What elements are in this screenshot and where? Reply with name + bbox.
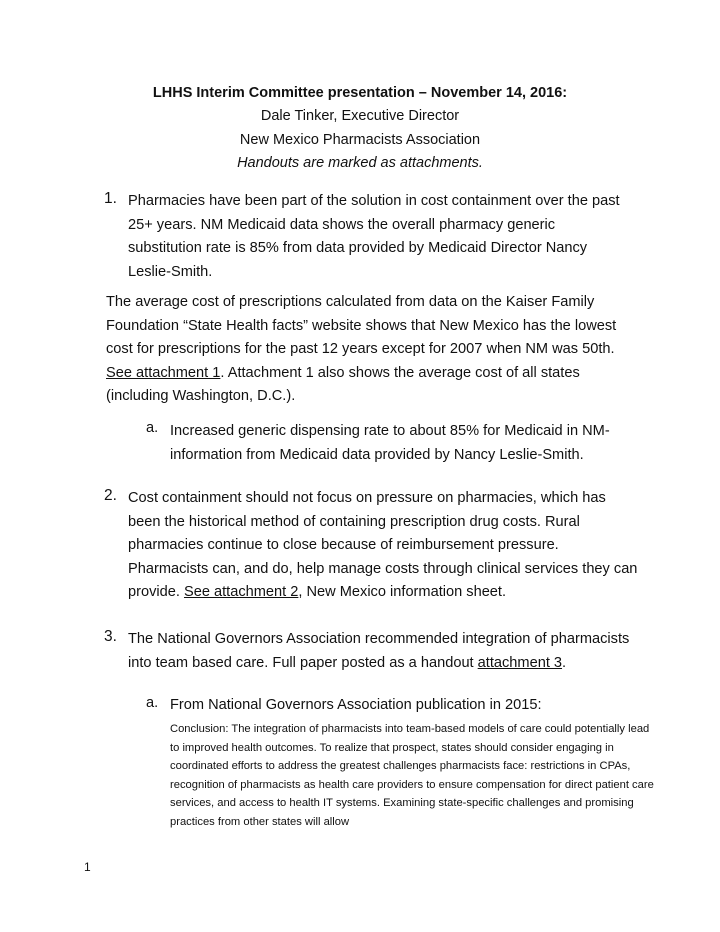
item-1-number: 1. — [104, 190, 117, 207]
item-3-number: 3. — [104, 628, 117, 645]
item-3-paragraph — [128, 628, 638, 675]
attachment-1-link[interactable]: See attachment 1 — [106, 364, 221, 381]
item-2-paragraph — [128, 487, 638, 605]
item-2-text-post: , New Mexico information sheet. — [298, 584, 507, 600]
attachment-3-link[interactable]: attachment 3 — [477, 654, 563, 671]
item-1-text: Pharmacies have been part of the solution in cost containment over the past 25+ years. NM Medicaid data shows the overall pharmacy generic substitution rate is 85% from data provided by Medicaid Director Nancy Leslie-Smith. — [128, 193, 620, 280]
document-title: LHHS Interim Committee presentation – November 14, 2016: — [152, 85, 568, 101]
presenter-name: Dale Tinker, Executive Director — [260, 108, 460, 124]
attachment-2-link[interactable]: See attachment 2 — [183, 584, 299, 600]
organization-name: New Mexico Pharmacists Association — [239, 132, 481, 148]
average-cost-text-post: . Attachment 1 also shows the average cost of all states (including Washington, D.C.). — [106, 364, 580, 404]
average-cost-text-pre: The average cost of prescriptions calculated from data on the Kaiser Family Foundation “State Health facts” website shows that New Mexico has the lowest cost for prescriptions for the past 12 years except for 2007 when NM was 50th. — [106, 294, 617, 357]
handouts-note: Handouts are marked as attachments. — [237, 155, 483, 171]
average-cost-paragraph — [106, 291, 636, 409]
item-1a-letter: a. — [146, 420, 159, 436]
item-3-text-pre: The National Governors Association recommended integration of pharmacists into team based care. Full paper posted as a handout — [128, 631, 630, 671]
item-3a-text: From National Governors Association publication in 2015: — [170, 697, 542, 713]
item-2-number: 2. — [104, 487, 117, 504]
page-number: 1 — [84, 860, 91, 874]
item-2-text-pre: Cost containment should not focus on pressure on pharmacies, which has been the historical method of containing prescription drug costs. Rural pharmacies continue to close because of reimbursement pressure. Pharmacists can, and do, help manage costs through clinical services they can provide. — [128, 490, 638, 600]
conclusion-quote: Conclusion: The integration of pharmacists into team-based models of care could potentially lead to improved health outcomes. To realize that prospect, states should consider engaging in coordinated efforts to address the greatest challenges pharmacists face: restrictions in CPAs, recognition of pharmacists as health care providers to ensure compensation for direct patient care services, and access to health IT systems. Examining state-specific challenges and promising practices from other states will allow — [170, 723, 654, 828]
item-3a-letter: a. — [146, 695, 159, 711]
item-3-text-post: . — [562, 654, 567, 671]
item-1a-text: Increased generic dispensing rate to about 85% for Medicaid in NM- information from Medicaid data provided by Nancy Leslie-Smith. — [170, 423, 610, 463]
